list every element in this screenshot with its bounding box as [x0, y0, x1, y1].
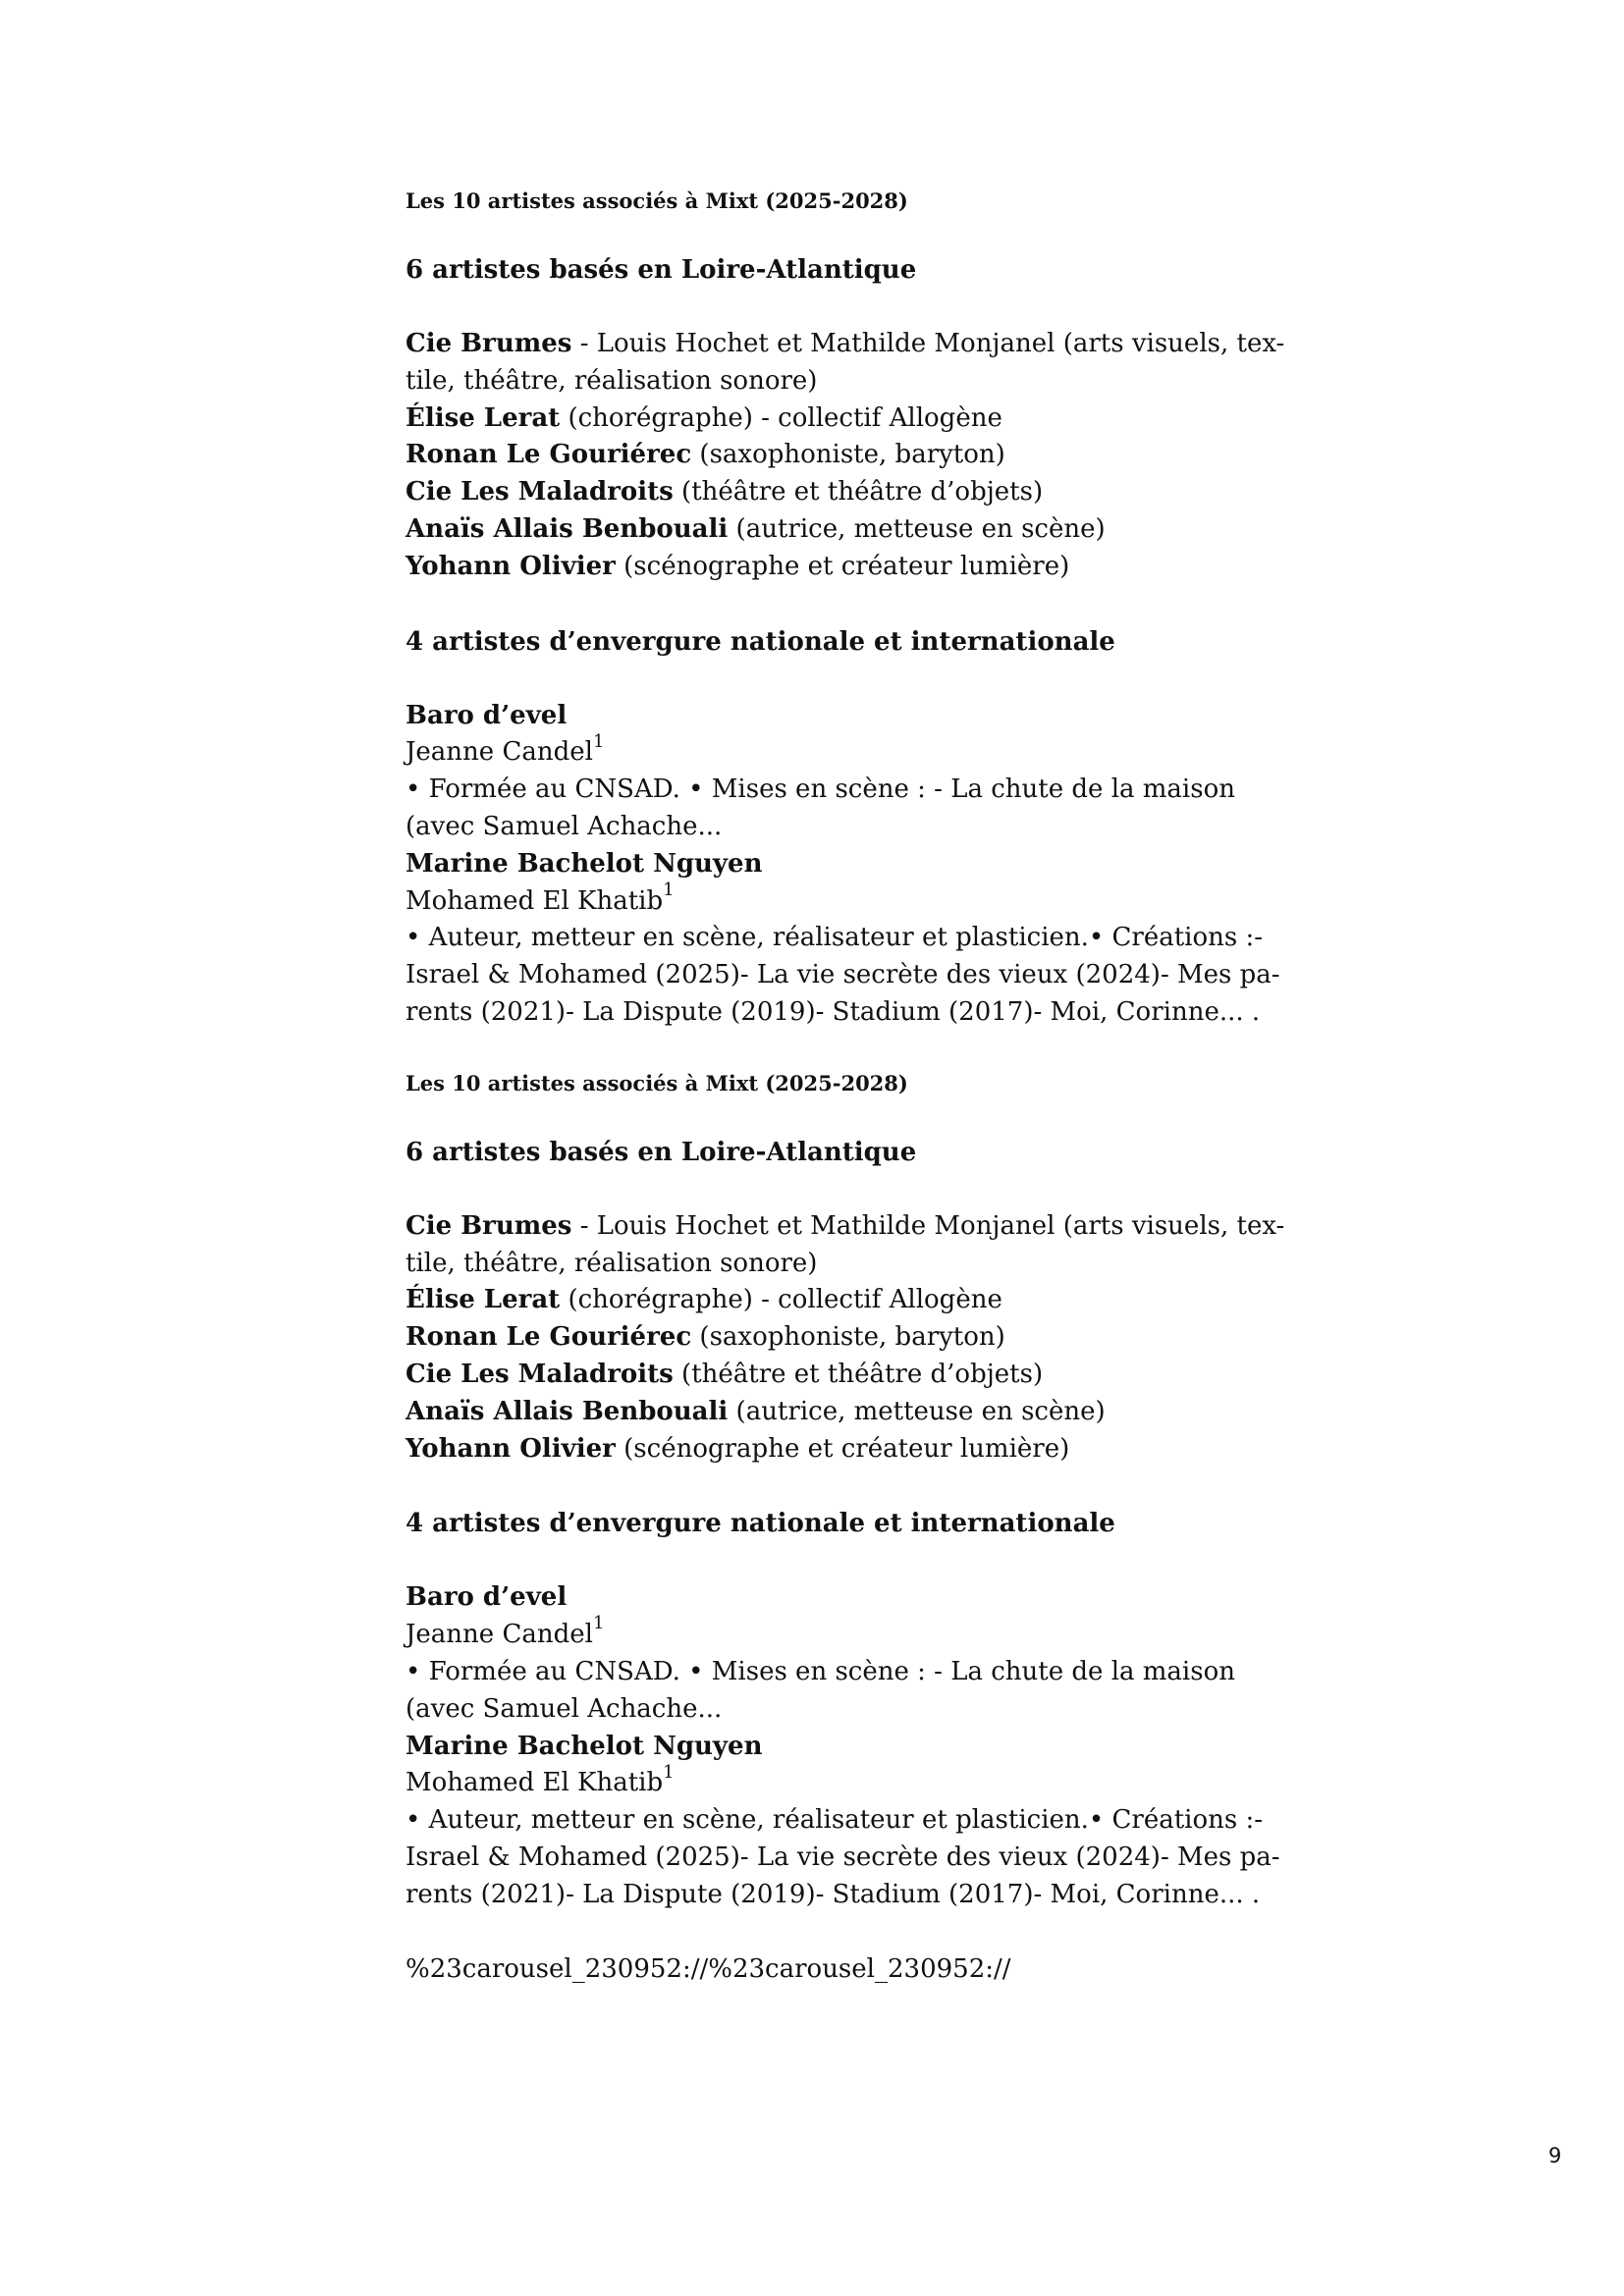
national-artists-title: 4 artistes d’envergure nationale et internationale: [406, 626, 1115, 657]
person-name: Jeanne Candel: [406, 1620, 593, 1650]
person-name: Mohamed El Khatib: [406, 885, 664, 916]
national-artists-list: [406, 1579, 1280, 1913]
artist-name: Yohann Olivier: [406, 1433, 616, 1464]
footnote-marker[interactable]: 1: [592, 1613, 605, 1634]
artist-detail: (autrice, metteuse en scène): [728, 1396, 1106, 1426]
artist-entry: [406, 437, 1270, 474]
artist-name: Cie Brumes: [406, 329, 572, 358]
artist-detail: (chorégraphe) - collectif Allogène: [560, 402, 1002, 433]
footnote-marker[interactable]: 1: [663, 1761, 675, 1783]
artist-entry: [406, 400, 1270, 438]
artist-person: [406, 879, 1270, 921]
artist-name: Cie Brumes: [406, 1210, 572, 1241]
artist-name: Ronan Le Gouriérec: [406, 440, 692, 470]
artist-person: [406, 1761, 1270, 1802]
artist-entry: [406, 326, 1285, 363]
carousel-anchor-text: %23carousel_230952://%23carousel_230952://: [406, 1953, 1011, 1984]
artist-name: Yohann Olivier: [406, 551, 616, 581]
artist-entry: [406, 1282, 1270, 1319]
artist-entry: [406, 1319, 1270, 1357]
artist-entry: [406, 1431, 1270, 1468]
page-number: 9: [1548, 2144, 1562, 2167]
artist-detail-continued: tile, théâtre, réalisation sonore): [406, 365, 818, 396]
artist-entry: [406, 474, 1270, 511]
person-name: Mohamed El Khatib: [406, 1768, 664, 1798]
person-name: Jeanne Candel: [406, 737, 593, 768]
artist-detail: (théâtre et théâtre d’objets): [673, 1359, 1044, 1389]
artist-name: Cie Les Maladroits: [406, 1359, 674, 1389]
local-artists-list: [406, 326, 1285, 586]
page-content: [406, 187, 1285, 1988]
artist-name: Baro d’evel: [406, 1582, 568, 1613]
artist-detail: (chorégraphe) - collectif Allogène: [560, 1285, 1002, 1315]
artist-description-line: • Formée au CNSAD. • Mises en scène : - La chute de la maison: [406, 1656, 1235, 1686]
artist-detail: (scénographe et créateur lumière): [615, 1433, 1070, 1464]
footnote-marker[interactable]: 1: [592, 730, 605, 752]
artist-detail: (saxophoniste, baryton): [691, 1322, 1005, 1353]
artist-entry: [406, 1394, 1270, 1431]
artists-section: [406, 1069, 1285, 1914]
artist-detail: - Louis Hochet et Mathilde Monjanel (arts visuels, tex-: [571, 329, 1285, 358]
artist-name: Cie Les Maladroits: [406, 477, 674, 507]
artist-name: Marine Bachelot Nguyen: [406, 1731, 763, 1761]
artist-entry: [406, 549, 1270, 586]
artist-name: Ronan Le Gouriérec: [406, 1322, 692, 1353]
artists-section: [406, 187, 1285, 1032]
artist-detail: - Louis Hochet et Mathilde Monjanel (arts visuels, tex-: [571, 1210, 1285, 1241]
section-heading: Les 10 artistes associés à Mixt (2025-2028): [406, 188, 908, 213]
artist-description-line: rents (2021)- La Dispute (2019)- Stadium (2017)- Moi, Corinne... .: [406, 996, 1261, 1027]
artist-name: Marine Bachelot Nguyen: [406, 848, 763, 879]
artist-entry: [406, 511, 1270, 549]
artist-description-line: (avec Samuel Achache...: [406, 1693, 723, 1724]
artist-description-line: Israel & Mohamed (2025)- La vie secrète des vieux (2024)- Mes pa-: [406, 960, 1280, 990]
section-heading: Les 10 artistes associés à Mixt (2025-2028): [406, 1070, 908, 1095]
artist-person: [406, 730, 1270, 772]
artist-entry: [406, 1357, 1270, 1394]
local-artists-list: [406, 1208, 1285, 1468]
artist-bold-name: [406, 1579, 1270, 1617]
artist-name: Anaïs Allais Benbouali: [406, 513, 729, 544]
artist-description-line: (avec Samuel Achache...: [406, 811, 723, 841]
local-artists-title: 6 artistes basés en Loire-Atlantique: [406, 255, 917, 285]
artist-name: Baro d’evel: [406, 700, 568, 730]
artist-detail: (scénographe et créateur lumière): [615, 551, 1070, 581]
artist-bold-name: [406, 1729, 1270, 1766]
artist-detail: (autrice, metteuse en scène): [728, 513, 1106, 544]
local-artists-title: 6 artistes basés en Loire-Atlantique: [406, 1137, 917, 1167]
artist-bold-name: [406, 698, 1270, 735]
artist-entry: [406, 1208, 1285, 1246]
artist-description-line: • Auteur, metteur en scène, réalisateur et plasticien.• Créations :-: [406, 1805, 1264, 1836]
footnote-marker[interactable]: 1: [663, 879, 675, 900]
artist-detail-continued: tile, théâtre, réalisation sonore): [406, 1248, 818, 1278]
national-artists-list: [406, 698, 1280, 1032]
artist-name: Élise Lerat: [406, 1285, 561, 1315]
artist-description-line: • Auteur, metteur en scène, réalisateur et plasticien.• Créations :-: [406, 923, 1264, 953]
artist-name: Anaïs Allais Benbouali: [406, 1396, 729, 1426]
artist-name: Élise Lerat: [406, 402, 561, 433]
artist-description-line: Israel & Mohamed (2025)- La vie secrète des vieux (2024)- Mes pa-: [406, 1842, 1280, 1872]
artist-detail: (théâtre et théâtre d’objets): [673, 477, 1044, 507]
artist-bold-name: [406, 846, 1270, 883]
artist-detail: (saxophoniste, baryton): [691, 440, 1005, 470]
artist-description-line: • Formée au CNSAD. • Mises en scène : - La chute de la maison: [406, 774, 1235, 805]
artist-person: [406, 1613, 1270, 1654]
artist-description-line: rents (2021)- La Dispute (2019)- Stadium (2017)- Moi, Corinne... .: [406, 1879, 1261, 1909]
national-artists-title: 4 artistes d’envergure nationale et internationale: [406, 1509, 1115, 1539]
